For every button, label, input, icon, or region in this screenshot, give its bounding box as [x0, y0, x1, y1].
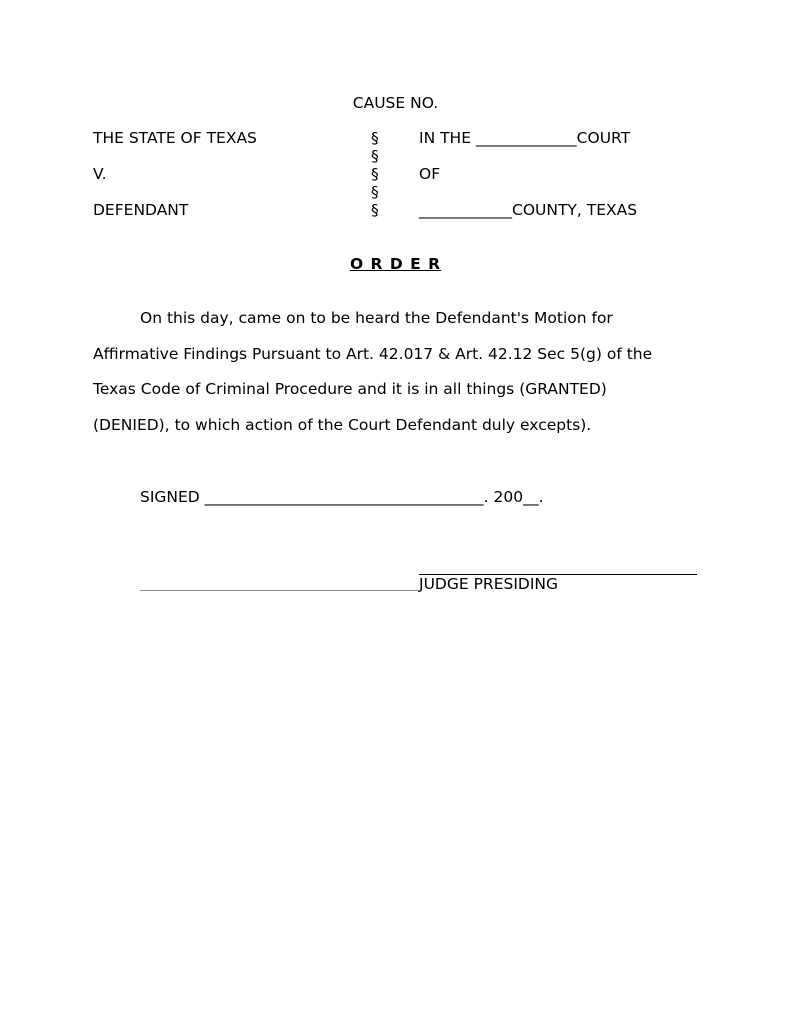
body-line: On this day, came on to be heard the Defendant's Motion for — [140, 309, 613, 327]
signature-underline — [140, 590, 419, 591]
section-mark: § — [371, 129, 379, 147]
section-mark: § — [371, 201, 379, 219]
caption-left-state: THE STATE OF TEXAS — [93, 129, 257, 147]
order-title: O R D E R — [349, 255, 442, 273]
signed-date-line: SIGNED ____________________________________. 200__. — [140, 488, 544, 506]
caption-left-versus: V. — [93, 165, 107, 183]
body-line: Affirmative Findings Pursuant to Art. 42.017 & Art. 42.12 Sec 5(g) of the — [93, 345, 653, 363]
section-mark: § — [371, 165, 379, 183]
body-line: (DENIED), to which action of the Court Defendant duly excepts). — [93, 416, 592, 434]
caption-right-county: ____________COUNTY, TEXAS — [419, 201, 638, 219]
body-line: Texas Code of Criminal Procedure and it is in all things (GRANTED) — [93, 380, 607, 398]
caption-right-of: OF — [419, 165, 441, 183]
section-mark: § — [371, 183, 379, 201]
section-mark: § — [371, 147, 379, 165]
caption-left-defendant: DEFENDANT — [93, 201, 189, 219]
cause-number-label: CAUSE NO. — [352, 94, 439, 112]
judge-presiding-label: JUDGE PRESIDING — [419, 575, 559, 593]
caption-right-court: IN THE _____________COURT — [419, 129, 631, 147]
